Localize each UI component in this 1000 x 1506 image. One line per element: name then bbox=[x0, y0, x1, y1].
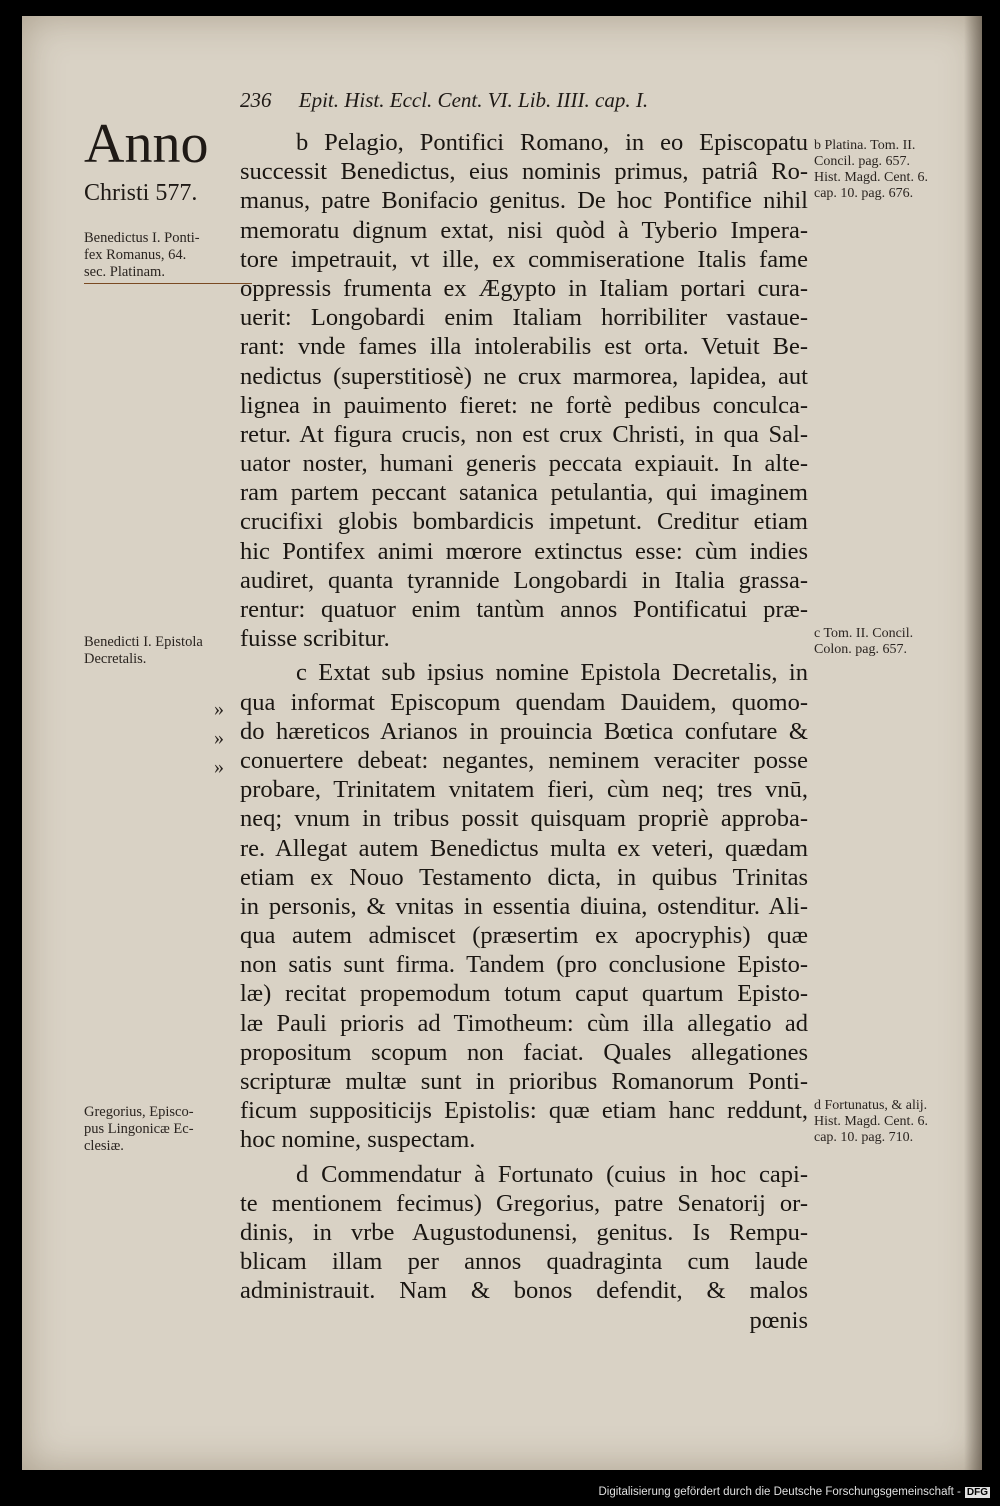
text-line: uerit: Longobardi enim Italiam horribiliter vastaue- bbox=[240, 304, 808, 332]
text-line: ficum suppositicijs Epistolis: quæ etiam hanc reddunt, bbox=[240, 1097, 808, 1125]
page-shadow bbox=[964, 16, 982, 1470]
quote-mark: » bbox=[214, 698, 224, 720]
digitization-footer bbox=[0, 1486, 990, 1498]
text-line: uator noster, humani generis peccata expiauit. In alte- bbox=[240, 450, 808, 478]
text-line: do hæreticos Arianos in prouincia Bœtica confutare & bbox=[240, 717, 808, 745]
text-line: re. Allegat autem Benedictus multa ex veteri, quædam bbox=[240, 834, 808, 862]
running-title: Epit. Hist. Eccl. Cent. VI. Lib. IIII. cap. I. bbox=[298, 88, 649, 112]
left-note-gregorius: Gregorius, Episco- pus Lingonicæ Ec- clesiæ. bbox=[84, 1104, 194, 1154]
text-line: oppressis frumenta ex Ægypto in Italiam portari cura- bbox=[240, 274, 808, 302]
quote-mark: » bbox=[214, 727, 224, 749]
text-line: qua informat Episcopum quendam Dauidem, quomo- bbox=[240, 688, 808, 716]
book-page bbox=[22, 16, 982, 1470]
text-line: c Extat sub ipsius nomine Epistola Decretalis, in bbox=[296, 659, 808, 687]
christi-year: Christi 577. bbox=[84, 180, 198, 206]
right-note-c: c Tom. II. Concil. Colon. pag. 657. bbox=[814, 626, 914, 657]
page-number: 236 bbox=[240, 88, 272, 112]
catchword: pœnis bbox=[749, 1306, 808, 1334]
text-line: qua autem admiscet (præsertim ex apocryphis) quæ bbox=[240, 922, 808, 950]
text-line: lignea in pauimento fieret: ne fortè pedibus conculca- bbox=[240, 391, 808, 419]
text-line: successit Benedictus, eius nominis primus, patriâ Ro- bbox=[240, 158, 808, 186]
left-note-epistola: Benedicti I. Epistola Decretalis. bbox=[84, 634, 203, 667]
main-text bbox=[240, 128, 808, 1335]
text-line: dinis, in vrbe Augustodunensi, genitus. Is Rempu- bbox=[240, 1218, 808, 1246]
paragraph-c bbox=[240, 658, 808, 1154]
text-line: scripturæ multæ sunt in prioribus Romanorum Ponti- bbox=[240, 1068, 808, 1095]
text-line: hoc nomine, suspectam. bbox=[240, 1126, 476, 1154]
text-line: rant: vnde fames illa intolerabilis est orta. Vetuit Be- bbox=[240, 333, 808, 361]
text-line: non satis sunt firma. Tandem (pro conclusione Episto- bbox=[240, 951, 808, 979]
text-line: læ) recitat propemodum totum caput quartum Episto- bbox=[240, 980, 808, 1008]
text-line: in personis, & vnitas in essentia diuina, ostenditur. Ali- bbox=[240, 892, 808, 920]
text-line: blicam illam per annos quadraginta cum laude bbox=[240, 1248, 808, 1276]
text-line: læ Pauli prioris ad Timotheum: cùm illa allegatio ad bbox=[240, 1009, 808, 1037]
running-header bbox=[240, 88, 648, 113]
text-line: etiam ex Nouo Testamento dicta, in quibus Trinitas bbox=[240, 863, 808, 891]
text-line: te mentionem fecimus) Gregorius, patre Senatorij or- bbox=[240, 1189, 808, 1217]
text-line: probare, Trinitatem vnitatem fieri, cùm neq; tres vnū, bbox=[240, 776, 808, 804]
anno-heading: Anno bbox=[84, 113, 209, 175]
text-line: retur. At figura crucis, non est crux Christi, in qua Sal- bbox=[240, 420, 808, 448]
left-note-benedictus: Benedictus I. Ponti- fex Romanus, 64. sec. Platinam. bbox=[84, 230, 252, 284]
text-line: administrauit. Nam & bonos defendit, & malos bbox=[240, 1277, 808, 1305]
quote-mark: » bbox=[214, 756, 224, 778]
dfg-logo: DFG bbox=[966, 1487, 988, 1498]
right-note-d: d Fortunatus, & alij. Hist. Magd. Cent. 6. cap. 10. pag. 710. bbox=[814, 1098, 928, 1145]
text-line: crucifixi globis bombardicis impetunt. Creditur etiam bbox=[240, 508, 808, 536]
text-line: nedictus (superstitiosè) ne crux marmorea, lapidea, aut bbox=[240, 362, 808, 390]
text-line: ram partem peccant satanica petulantia, qui imaginem bbox=[240, 479, 808, 507]
text-line: conuertere debeat: negantes, neminem veraciter posse bbox=[240, 746, 808, 774]
text-line: rentur: quatuor enim tantùm annos Pontificatui præ- bbox=[240, 596, 808, 623]
text-line: audiret, quanta tyrannide Longobardi in Italia grassa- bbox=[240, 566, 808, 594]
text-line: tore impetrauit, vt ille, ex commiseratione Italis fame bbox=[240, 245, 808, 273]
text-line: manus, patre Bonifacio genitus. De hoc Pontifice nihil bbox=[240, 187, 808, 215]
text-line: propositum scopum non faciat. Quales allegationes bbox=[240, 1038, 808, 1066]
right-note-b: b Platina. Tom. II. Concil. pag. 657. Hist. Magd. Cent. 6. cap. 10. pag. 676. bbox=[814, 138, 928, 201]
paragraph-b bbox=[240, 128, 808, 653]
paragraph-d bbox=[240, 1160, 808, 1335]
text-line: hic Pontifex animi mœrore extinctus esse: cùm indies bbox=[240, 537, 808, 565]
text-line: fuisse scribitur. bbox=[240, 625, 390, 653]
text-line: b Pelagio, Pontifici Romano, in eo Episcopatu bbox=[296, 129, 808, 156]
text-line: neq; vnum in tribus possit quisquam propriè approba- bbox=[240, 805, 808, 833]
text-line: memoratu dignum extat, nisi quòd à Tyberio Impera- bbox=[240, 216, 808, 244]
text-line: d Commendatur à Fortunato (cuius in hoc capi- bbox=[296, 1160, 808, 1188]
footer-text: Digitalisierung gefördert durch die Deutsche Forschungsgemeinschaft - bbox=[598, 1486, 961, 1498]
